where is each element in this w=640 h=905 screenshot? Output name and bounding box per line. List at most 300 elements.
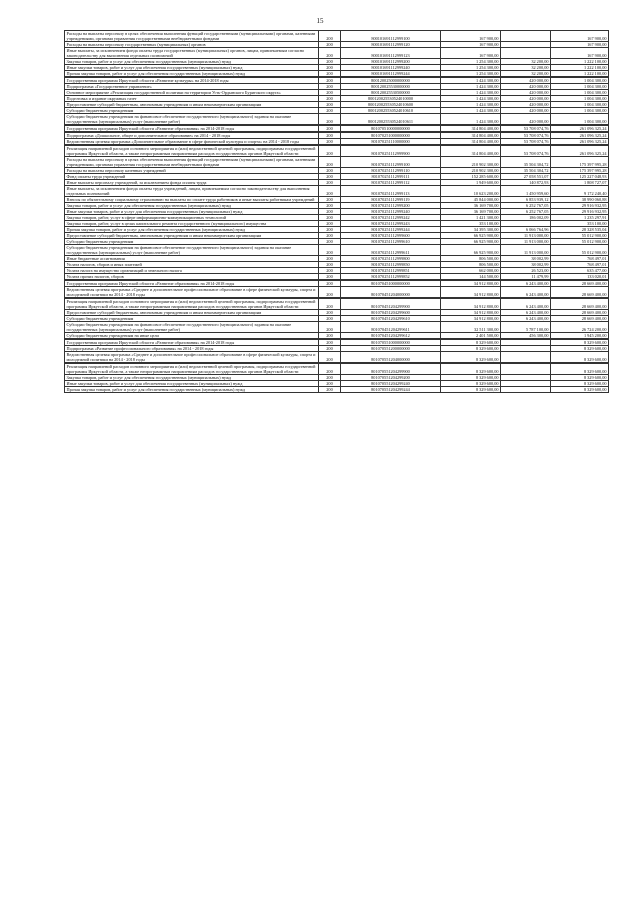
classification-code-cell: 801070251110000000 xyxy=(341,139,441,145)
admin-code-cell: 200 xyxy=(319,197,341,203)
amount-executed-cell: 420 000,00 xyxy=(501,96,551,102)
table-row xyxy=(65,299,609,310)
expense-name-cell: Уплата налога на имущество организаций и земельного налога xyxy=(65,268,319,274)
amount-approved-cell: 210 902 300,00 xyxy=(441,168,501,174)
amount-executed-cell: 186 002,09 xyxy=(501,215,551,221)
amount-remaining-cell: 8 329 600,00 xyxy=(551,387,609,393)
table-row xyxy=(65,186,609,197)
amount-approved-cell: 8 329 600,00 xyxy=(441,381,501,387)
admin-code-cell: 200 xyxy=(319,274,341,280)
admin-code-cell: 200 xyxy=(319,333,341,339)
amount-approved-cell: 1 424 300,00 xyxy=(441,96,501,102)
expense-name-cell: Подготовка и издание окружных газет xyxy=(65,96,319,102)
admin-code-cell: 200 xyxy=(319,364,341,375)
admin-code-cell: 200 xyxy=(319,186,341,197)
amount-approved-cell: 8 329 600,00 xyxy=(441,340,501,346)
expense-name-cell: Закупка товаров, работ и услуг для обеспечения государственных (муниципальных) нужд xyxy=(65,203,319,209)
admin-code-cell: 200 xyxy=(319,346,341,352)
classification-code-cell: 801070251112999800 xyxy=(341,256,441,262)
amount-executed-cell: 420 000,00 xyxy=(501,102,551,108)
admin-code-cell: 200 xyxy=(319,133,341,139)
amount-approved-cell: 152 285 600,00 xyxy=(441,174,501,180)
classification-code-cell: 800120025530500000 xyxy=(341,90,441,96)
amount-executed-cell: 35 504 304,72 xyxy=(501,157,551,168)
classification-code-cell: 800120025530524010600 xyxy=(341,102,441,108)
classification-code-cell: 801070251112999242 xyxy=(341,215,441,221)
classification-code-cell: 801070551000000000 xyxy=(341,340,441,346)
amount-approved-cell: 353 100,00 xyxy=(441,221,501,227)
amount-remaining-cell: 8 329 600,00 xyxy=(551,381,609,387)
admin-code-cell: 200 xyxy=(319,42,341,48)
amount-remaining-cell: 29 916 932,95 xyxy=(551,203,609,209)
amount-remaining-cell: 1 004 300,00 xyxy=(551,90,609,96)
admin-code-cell: 200 xyxy=(319,221,341,227)
amount-executed-cell: 6 853 939,12 xyxy=(501,197,551,203)
expense-name-cell: Субсидии бюджетным учреждениям xyxy=(65,108,319,114)
table-row xyxy=(65,387,609,393)
admin-code-cell: 200 xyxy=(319,322,341,333)
table-row xyxy=(65,352,609,363)
amount-executed-cell: 6 243 400,00 xyxy=(501,287,551,298)
classification-code-cell: 801070510000000000 xyxy=(341,126,441,132)
amount-approved-cell: 1 254 300,00 xyxy=(441,65,501,71)
amount-approved-cell: 8 329 600,00 xyxy=(441,346,501,352)
amount-remaining-cell: 55 012 900,00 xyxy=(551,239,609,245)
amount-remaining-cell: 28 669 400,00 xyxy=(551,299,609,310)
classification-code-cell: 801070251112999100 xyxy=(341,157,441,168)
amount-approved-cell: 1 424 300,00 xyxy=(441,108,501,114)
classification-code-cell: 801070251112999610 xyxy=(341,239,441,245)
amount-executed-cell: 6 243 400,00 xyxy=(501,316,551,322)
table-row xyxy=(65,157,609,168)
admin-code-cell: 200 xyxy=(319,146,341,157)
amount-remaining-cell: 133 020,01 xyxy=(551,274,609,280)
expense-name-cell: Закупка товаров, работ, услуг в целях капитального ремонта государственного (муниципального) имущества xyxy=(65,221,319,227)
admin-code-cell: 200 xyxy=(319,126,341,132)
expense-name-cell: Расходы на выплаты персоналу государственных (муниципальных) органов xyxy=(65,42,319,48)
amount-executed-cell xyxy=(501,48,551,59)
classification-code-cell: 801070551200000000 xyxy=(341,346,441,352)
expense-name-cell: Прочая закупка товаров, работ и услуг для обеспечения государственных (муниципальных) нужд xyxy=(65,387,319,393)
classification-code-cell: 801070251112999111 xyxy=(341,174,441,180)
expense-name-cell: Закупка товаров, работ и услуг для обеспечения государственных (муниципальных) нужд xyxy=(65,375,319,381)
expense-name-cell: Предоставление субсидий бюджетным, автономным учреждениям и иным некоммерческим организациям xyxy=(65,102,319,108)
expense-name-cell: Подпрограмма «Государственное управление» xyxy=(65,84,319,90)
classification-code-cell: 800120025000000000 xyxy=(341,78,441,84)
admin-code-cell: 200 xyxy=(319,375,341,381)
amount-approved-cell: 806 500,00 xyxy=(441,256,501,262)
amount-executed-cell: 32 200,00 xyxy=(501,59,551,65)
amount-approved-cell: 34 395 300,00 xyxy=(441,227,501,233)
classification-code-cell: 801070551204299900 xyxy=(341,364,441,375)
expense-name-cell: Прочая закупка товаров, работ и услуг для обеспечения государственных (муниципальных) нужд xyxy=(65,227,319,233)
amount-remaining-cell: 1 222 100,00 xyxy=(551,59,609,65)
admin-code-cell: 200 xyxy=(319,381,341,387)
amount-approved-cell: 662 000,00 xyxy=(441,268,501,274)
amount-remaining-cell: 26 724 200,00 xyxy=(551,322,609,333)
amount-remaining-cell: 768 497,01 xyxy=(551,262,609,268)
expense-name-cell: Иные закупки товаров, работ и услуг для обеспечения государственных (муниципальных) нужд xyxy=(65,65,319,71)
amount-approved-cell: 10 623 200,00 xyxy=(441,186,501,197)
expense-name-cell: Реализация направлений расходов основного мероприятия и (или) ведомственной целевой программы, подпрограммы государственной программы Иркутской области, а также непрограммным направлениям расходов государственных органов Иркутской области xyxy=(65,364,319,375)
amount-approved-cell: 806 500,00 xyxy=(441,262,501,268)
amount-executed-cell: 53 708 074,76 xyxy=(501,133,551,139)
amount-remaining-cell: 28 669 400,00 xyxy=(551,310,609,316)
amount-executed-cell: 456 300,00 xyxy=(501,333,551,339)
amount-executed-cell: 420 000,00 xyxy=(501,114,551,125)
expense-name-cell: Закупка товаров, работ, услуг в сфере информационно-коммуникационных технологий xyxy=(65,215,319,221)
classification-code-cell: 801070451204299612 xyxy=(341,333,441,339)
amount-approved-cell: 1 421 300,00 xyxy=(441,215,501,221)
amount-approved-cell: 1 949 600,00 xyxy=(441,180,501,186)
classification-code-cell: 801070251112999850 xyxy=(341,262,441,268)
budget-table xyxy=(64,30,609,393)
admin-code-cell: 200 xyxy=(319,233,341,239)
expense-name-cell: Прочая закупка товаров, работ и услуг для обеспечения государственных (муниципальных) нужд xyxy=(65,71,319,77)
amount-executed-cell: 53 708 074,76 xyxy=(501,139,551,145)
admin-code-cell: 200 xyxy=(319,239,341,245)
classification-code-cell: 800120025530000000 xyxy=(341,84,441,90)
amount-approved-cell: 1 254 300,00 xyxy=(441,71,501,77)
admin-code-cell: 200 xyxy=(319,299,341,310)
amount-remaining-cell: 1 004 300,00 xyxy=(551,114,609,125)
amount-approved-cell: 36 169 700,00 xyxy=(441,209,501,215)
admin-code-cell: 200 xyxy=(319,209,341,215)
admin-code-cell: 200 xyxy=(319,387,341,393)
expense-name-cell: Государственная программа Иркутской области «Развитие образования» на 2014-2018 годы xyxy=(65,340,319,346)
amount-remaining-cell: 8 329 600,00 xyxy=(551,346,609,352)
classification-code-cell: 801070251000000000 xyxy=(341,133,441,139)
amount-approved-cell: 8 329 600,00 xyxy=(441,375,501,381)
admin-code-cell: 200 xyxy=(319,31,341,42)
expense-name-cell: Субсидии бюджетным учреждениям xyxy=(65,316,319,322)
classification-code-cell: 801070251112999851 xyxy=(341,268,441,274)
expense-name-cell: Субсидии бюджетным учреждениям на финансовое обеспечение государственного (муниципального) задания на оказание государственных (муниципальных) услуг (выполнение работ) xyxy=(65,245,319,256)
table-row xyxy=(65,322,609,333)
classification-code-cell: 801070251112999200 xyxy=(341,203,441,209)
amount-remaining-cell: 38 990 060,88 xyxy=(551,197,609,203)
amount-executed-cell: 11 913 000,00 xyxy=(501,239,551,245)
table-row xyxy=(65,146,609,157)
amount-approved-cell: 144 500,00 xyxy=(441,274,501,280)
amount-remaining-cell: 1 004 300,00 xyxy=(551,84,609,90)
amount-executed-cell xyxy=(501,31,551,42)
expense-name-cell: Подпрограмма «Развитие профессионального образования» на 2014 - 2018 годы xyxy=(65,346,319,352)
amount-approved-cell: 314 804 400,00 xyxy=(441,139,501,145)
admin-code-cell: 200 xyxy=(319,316,341,322)
classification-code-cell: 801070251112999900 xyxy=(341,146,441,157)
amount-approved-cell: 66 925 900,00 xyxy=(441,239,501,245)
amount-executed-cell: 6 252 767,05 xyxy=(501,203,551,209)
admin-code-cell: 200 xyxy=(319,90,341,96)
expense-name-cell: Расходы на выплаты персоналу в целях обеспечения выполнения функций государственными (муниципальными) органами, казенными учреждениями, органами управления государственными внебюджетными фондами xyxy=(65,31,319,42)
amount-remaining-cell: 1 222 100,00 xyxy=(551,65,609,71)
classification-code-cell: 801070251112999240 xyxy=(341,209,441,215)
admin-code-cell: 200 xyxy=(319,180,341,186)
amount-approved-cell: 8 329 600,00 xyxy=(441,387,501,393)
admin-code-cell: 200 xyxy=(319,59,341,65)
classification-code-cell: 801070551204299244 xyxy=(341,387,441,393)
amount-executed-cell: 5 787 100,00 xyxy=(501,322,551,333)
classification-code-cell: 801070251112999119 xyxy=(341,197,441,203)
classification-code-cell: 801070451204000000 xyxy=(341,287,441,298)
admin-code-cell: 200 xyxy=(319,168,341,174)
admin-code-cell: 200 xyxy=(319,174,341,180)
admin-code-cell: 200 xyxy=(319,114,341,125)
amount-remaining-cell: 55 012 900,00 xyxy=(551,233,609,239)
amount-remaining-cell: 167 900,00 xyxy=(551,42,609,48)
expense-name-cell: Подпрограмма «Дошкольное, общее и дополнительное образование» на 2014 - 2018 годы xyxy=(65,133,319,139)
classification-code-cell: 801070251112999113 xyxy=(341,186,441,197)
expense-name-cell: Уплата налогов, сборов и иных платежей xyxy=(65,262,319,268)
amount-remaining-cell: 28 669 400,00 xyxy=(551,287,609,298)
amount-remaining-cell: 175 397 995,28 xyxy=(551,157,609,168)
amount-executed-cell: 6 243 400,00 xyxy=(501,310,551,316)
amount-remaining-cell: 28 328 535,04 xyxy=(551,227,609,233)
expense-name-cell: Субсидии бюджетным учреждениям xyxy=(65,239,319,245)
expense-name-cell: Иные закупки товаров, работ и услуг для обеспечения государственных (муниципальных) нужд xyxy=(65,209,319,215)
expense-name-cell: Закупка товаров, работ и услуг для обеспечения государственных (муниципальных) нужд xyxy=(65,59,319,65)
classification-code-cell: 800101691112999244 xyxy=(341,71,441,77)
amount-approved-cell: 1 424 300,00 xyxy=(441,90,501,96)
amount-remaining-cell: 167 900,00 xyxy=(551,48,609,59)
amount-executed-cell: 6 252 767,05 xyxy=(501,209,551,215)
classification-code-cell: 801070451204299600 xyxy=(341,310,441,316)
amount-remaining-cell: 8 329 600,00 xyxy=(551,375,609,381)
amount-executed-cell xyxy=(501,352,551,363)
amount-remaining-cell: 175 397 995,28 xyxy=(551,168,609,174)
admin-code-cell: 200 xyxy=(319,84,341,90)
budget-table-body xyxy=(65,31,609,393)
amount-executed-cell: 6 066 764,96 xyxy=(501,227,551,233)
expense-name-cell: Иные выплаты, за исключением фонда оплаты труда учреждений, лицам, привлекаемым согласно законодательству для выполнения отдельных полномочий xyxy=(65,186,319,197)
expense-name-cell: Иные выплаты персоналу учреждений, за исключением фонда оплаты труда xyxy=(65,180,319,186)
admin-code-cell: 200 xyxy=(319,65,341,71)
classification-code-cell: 801070251112999112 xyxy=(341,180,441,186)
amount-approved-cell: 167 900,00 xyxy=(441,48,501,59)
amount-remaining-cell: 768 497,01 xyxy=(551,256,609,262)
admin-code-cell: 200 xyxy=(319,281,341,287)
amount-executed-cell: 6 243 400,00 xyxy=(501,281,551,287)
admin-code-cell: 200 xyxy=(319,71,341,77)
amount-executed-cell: 38 002,99 xyxy=(501,262,551,268)
amount-remaining-cell: 8 329 600,00 xyxy=(551,352,609,363)
amount-remaining-cell: 1 222 100,00 xyxy=(551,71,609,77)
expense-name-cell: Предоставление субсидий бюджетным, автономным учреждениям и иным некоммерческим организациям xyxy=(65,233,319,239)
amount-approved-cell: 1 424 300,00 xyxy=(441,102,501,108)
expense-name-cell: Взносы по обязательному социальному страхованию на выплаты по оплате труда работников и иные выплаты работникам учреждений xyxy=(65,197,319,203)
amount-approved-cell: 1 424 300,00 xyxy=(441,78,501,84)
amount-executed-cell: 26 523,00 xyxy=(501,268,551,274)
amount-executed-cell xyxy=(501,387,551,393)
expense-name-cell: Ведомственная целевая программа «Дополнительное образование в сфере физической культуры и спорта» на 2014 - 2018 годы xyxy=(65,139,319,145)
admin-code-cell: 200 xyxy=(319,287,341,298)
amount-remaining-cell: 1 004 300,00 xyxy=(551,108,609,114)
amount-executed-cell: 140 872,93 xyxy=(501,180,551,186)
expense-name-cell: Ведомственная целевая программа «Среднее и дополнительное профессиональное образование в сфере физической культуры, спорта и молодежной политики на 2014 - 2018 годы xyxy=(65,352,319,363)
amount-approved-cell: 34 912 800,00 xyxy=(441,281,501,287)
admin-code-cell: 200 xyxy=(319,262,341,268)
amount-approved-cell: 1 424 300,00 xyxy=(441,84,501,90)
admin-code-cell: 200 xyxy=(319,310,341,316)
classification-code-cell: 801070551204299240 xyxy=(341,381,441,387)
amount-remaining-cell: 1 945 200,00 xyxy=(551,333,609,339)
expense-name-cell: Реализация направлений расходов основного мероприятия и (или) ведомственной целевой программы, подпрограммы государственной программы Иркутской области, а также непрограммным направлениям расходов государственных органов Иркутской области xyxy=(65,299,319,310)
amount-executed-cell: 32 200,00 xyxy=(501,65,551,71)
classification-code-cell: 800101691112999100 xyxy=(341,31,441,42)
amount-remaining-cell: 261 096 325,24 xyxy=(551,146,609,157)
expense-name-cell: Уплата прочих налогов, сборов xyxy=(65,274,319,280)
table-row xyxy=(65,364,609,375)
expense-name-cell: Ведомственная целевая программа «Среднее и дополнительное профессиональное образование в сфере физической культуры, спорта и молодежной политики на 2014 - 2018 годы xyxy=(65,287,319,298)
amount-remaining-cell: 8 329 600,00 xyxy=(551,340,609,346)
amount-executed-cell: 32 200,00 xyxy=(501,71,551,77)
expense-name-cell: Реализация направлений расходов основного мероприятия и (или) ведомственной целевой программы, подпрограммы государственной программы Иркутской области, а также непрограммным направлениям расходов государственных органов Иркутской области xyxy=(65,146,319,157)
expense-name-cell: Государственная программа Иркутской области «Развитие культуры» на 2014-2018 годы xyxy=(65,78,319,84)
amount-approved-cell: 1 254 300,00 xyxy=(441,59,501,65)
admin-code-cell: 200 xyxy=(319,215,341,221)
amount-approved-cell: 45 844 000,00 xyxy=(441,197,501,203)
amount-remaining-cell: 28 669 400,00 xyxy=(551,281,609,287)
amount-remaining-cell: 353 100,00 xyxy=(551,221,609,227)
amount-executed-cell: 27 058 551,07 xyxy=(501,174,551,180)
classification-code-cell: 801070451000000000 xyxy=(341,281,441,287)
admin-code-cell: 200 xyxy=(319,268,341,274)
amount-remaining-cell: 635 477,00 xyxy=(551,268,609,274)
amount-approved-cell: 1 424 300,00 xyxy=(441,114,501,125)
amount-approved-cell: 34 912 800,00 xyxy=(441,299,501,310)
classification-code-cell: 800101691112999123 xyxy=(341,48,441,59)
classification-code-cell: 801070251112999244 xyxy=(341,227,441,233)
table-row xyxy=(65,48,609,59)
amount-approved-cell: 167 900,00 xyxy=(441,42,501,48)
admin-code-cell: 200 xyxy=(319,245,341,256)
amount-executed-cell xyxy=(501,364,551,375)
amount-executed-cell: 1 450 959,60 xyxy=(501,186,551,197)
classification-code-cell: 801070251112999852 xyxy=(341,274,441,280)
expense-name-cell: Иные бюджетные ассигнования xyxy=(65,256,319,262)
amount-approved-cell: 314 804 400,00 xyxy=(441,126,501,132)
amount-approved-cell: 34 912 800,00 xyxy=(441,316,501,322)
amount-remaining-cell: 29 916 932,95 xyxy=(551,209,609,215)
classification-code-cell: 801070251112999611 xyxy=(341,245,441,256)
amount-remaining-cell: 9 172 240,40 xyxy=(551,186,609,197)
admin-code-cell: 200 xyxy=(319,102,341,108)
admin-code-cell: 200 xyxy=(319,108,341,114)
classification-code-cell: 801070251112999243 xyxy=(341,221,441,227)
amount-approved-cell: 314 804 400,00 xyxy=(441,133,501,139)
amount-approved-cell: 2 401 500,00 xyxy=(441,333,501,339)
classification-code-cell: 801070251112999110 xyxy=(341,168,441,174)
amount-remaining-cell: 261 096 325,24 xyxy=(551,133,609,139)
amount-remaining-cell: 1 004 300,00 xyxy=(551,102,609,108)
table-row xyxy=(65,245,609,256)
amount-remaining-cell: 1 235 297,91 xyxy=(551,215,609,221)
amount-approved-cell: 32 511 300,00 xyxy=(441,322,501,333)
admin-code-cell: 200 xyxy=(319,48,341,59)
amount-executed-cell: 6 243 400,00 xyxy=(501,299,551,310)
expense-name-cell: Расходы на выплаты персоналу в целях обеспечения выполнения функций государственными (муниципальными) органами, казенными учреждениями, органами управления государственными внебюджетными фондами xyxy=(65,157,319,168)
amount-executed-cell: 11 479,99 xyxy=(501,274,551,280)
expense-name-cell: Субсидии бюджетным учреждениям на финансовое обеспечение государственного (муниципального) задания на оказание государственных (муниципальных) услуг (выполнение работ) xyxy=(65,114,319,125)
amount-executed-cell: 420 000,00 xyxy=(501,108,551,114)
amount-approved-cell: 34 912 800,00 xyxy=(441,287,501,298)
table-row xyxy=(65,114,609,125)
amount-executed-cell: 38 002,99 xyxy=(501,256,551,262)
amount-approved-cell: 34 912 800,00 xyxy=(441,310,501,316)
table-row xyxy=(65,287,609,298)
admin-code-cell: 200 xyxy=(319,96,341,102)
classification-code-cell: 801070451204299900 xyxy=(341,299,441,310)
expense-name-cell: Государственная программа Иркутской области «Развитие образования» на 2014-2018 годы xyxy=(65,281,319,287)
classification-code-cell: 800101691112999200 xyxy=(341,59,441,65)
classification-code-cell: 800120025530524010610 xyxy=(341,108,441,114)
amount-executed-cell: 53 708 074,76 xyxy=(501,126,551,132)
admin-code-cell: 200 xyxy=(319,256,341,262)
amount-executed-cell: 420 000,00 xyxy=(501,84,551,90)
expense-name-cell: Основное мероприятие «Реализация государственной политики на территории Усть-Ордынского Бурятского округа» xyxy=(65,90,319,96)
amount-remaining-cell: 261 096 325,24 xyxy=(551,139,609,145)
expense-name-cell: Иные закупки товаров, работ и услуг для обеспечения государственных (муниципальных) нужд xyxy=(65,381,319,387)
expense-name-cell: Субсидии бюджетным учреждениям на иные цели xyxy=(65,333,319,339)
amount-approved-cell: 66 925 900,00 xyxy=(441,245,501,256)
amount-remaining-cell: 125 227 048,93 xyxy=(551,174,609,180)
admin-code-cell: 200 xyxy=(319,340,341,346)
admin-code-cell: 200 xyxy=(319,227,341,233)
amount-executed-cell: 35 504 304,72 xyxy=(501,168,551,174)
amount-remaining-cell: 55 012 900,00 xyxy=(551,245,609,256)
amount-approved-cell: 66 925 900,00 xyxy=(441,233,501,239)
admin-code-cell: 200 xyxy=(319,78,341,84)
amount-executed-cell: 11 913 000,00 xyxy=(501,233,551,239)
amount-executed-cell: 420 000,00 xyxy=(501,90,551,96)
amount-approved-cell: 8 329 600,00 xyxy=(441,364,501,375)
amount-remaining-cell: 261 096 325,24 xyxy=(551,126,609,132)
amount-executed-cell: 11 913 000,00 xyxy=(501,245,551,256)
amount-approved-cell: 314 804 400,00 xyxy=(441,146,501,157)
admin-code-cell: 200 xyxy=(319,139,341,145)
expense-name-cell: Государственная программа Иркутской области «Развитие образования» на 2014-2018 годы xyxy=(65,126,319,132)
admin-code-cell: 200 xyxy=(319,157,341,168)
classification-code-cell: 801070451204299611 xyxy=(341,322,441,333)
expense-name-cell: Иные выплаты, за исключением фонда оплаты труда государственных (муниципальных) органов, лицам, привлекаемым согласно законодательству для выполнения отдельных полномочий xyxy=(65,48,319,59)
expense-name-cell: Субсидии бюджетным учреждениям на финансовое обеспечение государственного (муниципального) задания на оказание государственных (муниципальных) услуг (выполнение работ) xyxy=(65,322,319,333)
admin-code-cell: 200 xyxy=(319,352,341,363)
amount-remaining-cell: 1 004 300,00 xyxy=(551,78,609,84)
amount-approved-cell: 167 900,00 xyxy=(441,31,501,42)
amount-approved-cell: 36 169 700,00 xyxy=(441,203,501,209)
amount-executed-cell: 420 000,00 xyxy=(501,78,551,84)
amount-remaining-cell: 1 808 727,07 xyxy=(551,180,609,186)
admin-code-cell: 200 xyxy=(319,203,341,209)
classification-code-cell: 801070551204000000 xyxy=(341,352,441,363)
amount-executed-cell: 53 708 074,76 xyxy=(501,146,551,157)
classification-code-cell: 801070451204299610 xyxy=(341,316,441,322)
amount-remaining-cell: 167 900,00 xyxy=(551,31,609,42)
classification-code-cell: 801070551204299200 xyxy=(341,375,441,381)
amount-remaining-cell: 8 329 600,00 xyxy=(551,364,609,375)
classification-code-cell: 800101691112999120 xyxy=(341,42,441,48)
classification-code-cell: 800120025530524010611 xyxy=(341,114,441,125)
expense-name-cell: Расходы на выплаты персоналу казенных учреждений xyxy=(65,168,319,174)
table-row xyxy=(65,31,609,42)
expense-name-cell: Фонд оплаты труда учреждений xyxy=(65,174,319,180)
page-number: 15 xyxy=(316,17,324,25)
amount-approved-cell: 210 902 300,00 xyxy=(441,157,501,168)
amount-approved-cell: 8 329 600,00 xyxy=(441,352,501,363)
classification-code-cell: 800120025530524010000 xyxy=(341,96,441,102)
expense-name-cell: Предоставление субсидий бюджетным, автономным учреждениям и иным некоммерческим организациям xyxy=(65,310,319,316)
